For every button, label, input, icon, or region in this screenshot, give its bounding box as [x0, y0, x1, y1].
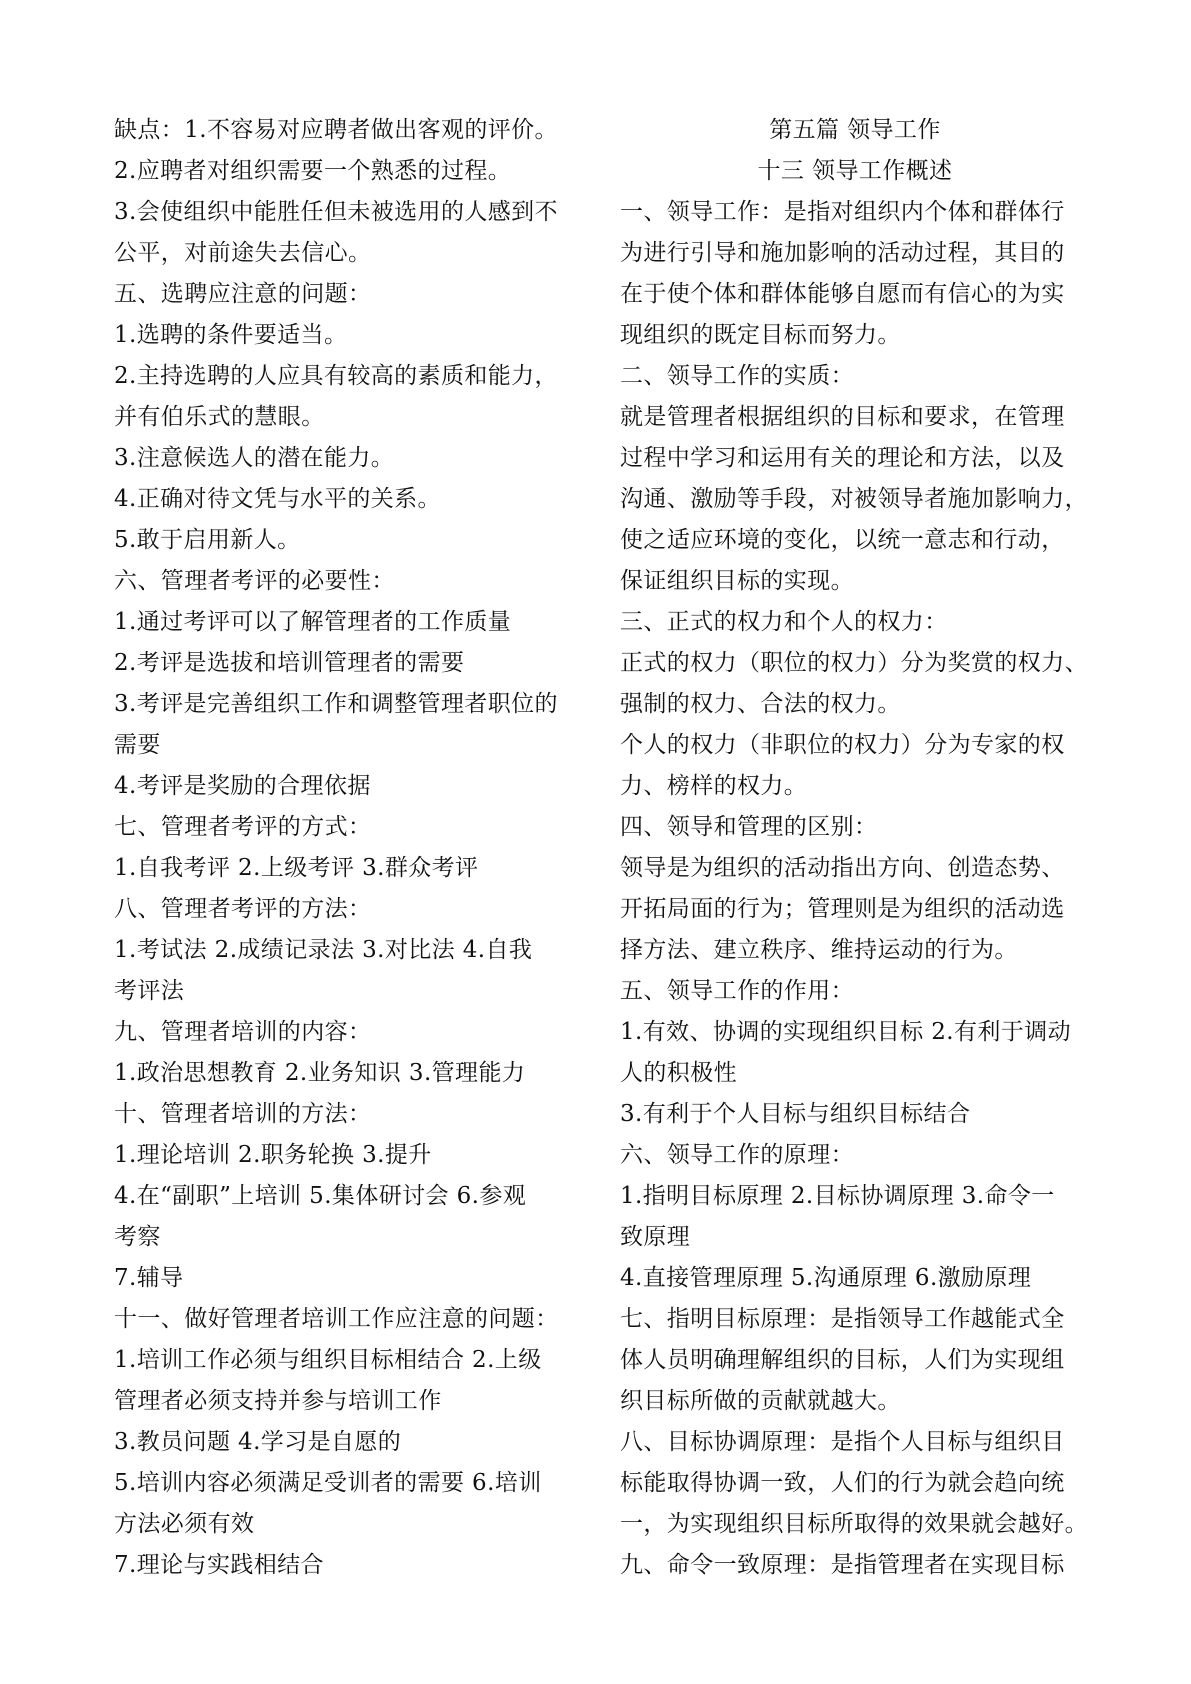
text-line: 1.理论培训 2.职务轮换 3.提升: [114, 1142, 432, 1168]
text-line: 体人员明确理解组织的目标，人们为实现组: [620, 1347, 1065, 1373]
text-line: 九、管理者培训的内容：: [114, 1019, 372, 1045]
text-line: 考察: [114, 1224, 161, 1250]
text-line: 强制的权力、合法的权力。: [620, 691, 901, 717]
text-line: 就是管理者根据组织的目标和要求，在管理: [620, 404, 1065, 430]
text-line: 并有伯乐式的慧眼。: [114, 404, 325, 430]
text-line: 1.培训工作必须与组织目标相结合 2.上级: [114, 1347, 542, 1373]
text-line: 正式的权力（职位的权力）分为奖赏的权力、: [620, 650, 1088, 676]
text-line: 八、管理者考评的方法：: [114, 896, 372, 922]
text-line: 六、领导工作的原理：: [620, 1142, 854, 1168]
text-line: 3.考评是完善组织工作和调整管理者职位的: [114, 691, 558, 717]
text-line: 1.指明目标原理 2.目标协调原理 3.命令一: [620, 1183, 1055, 1209]
text-line: 公平，对前途失去信心。: [114, 240, 372, 266]
text-line: 人的积极性: [620, 1060, 737, 1086]
text-line: 一、领导工作：是指对组织内个体和群体行: [620, 199, 1065, 225]
heading-line: 第五篇 领导工作: [769, 117, 941, 143]
text-line: 开拓局面的行为；管理则是为组织的活动选: [620, 896, 1065, 922]
text-line: 标能取得协调一致，人们的行为就会趋向统: [620, 1470, 1065, 1496]
text-line: 4.直接管理原理 5.沟通原理 6.激励原理: [620, 1265, 1032, 1291]
text-line: 致原理: [620, 1224, 691, 1250]
text-line: 五、领导工作的作用：: [620, 978, 854, 1004]
text-line: 沟通、激励等手段，对被领导者施加影响力，: [620, 486, 1088, 512]
text-line: 4.正确对待文凭与水平的关系。: [114, 486, 441, 512]
text-line: 方法必须有效: [114, 1511, 255, 1537]
text-line: 八、目标协调原理：是指个人目标与组织目: [620, 1429, 1065, 1455]
text-line: 十一、做好管理者培训工作应注意的问题：: [114, 1306, 559, 1332]
text-line: 1.通过考评可以了解管理者的工作质量: [114, 609, 512, 635]
text-line: 4.考评是奖励的合理依据: [114, 773, 371, 799]
left-column: [114, 110, 579, 1586]
text-line: 七、指明目标原理：是指领导工作越能式全: [620, 1306, 1065, 1332]
text-line: 七、管理者考评的方式：: [114, 814, 372, 840]
text-line: 为进行引导和施加影响的活动过程，其目的: [620, 240, 1065, 266]
text-line: 3.有利于个人目标与组织目标结合: [620, 1101, 971, 1127]
text-line: 管理者必须支持并参与培训工作: [114, 1388, 442, 1414]
text-line: 3.会使组织中能胜任但未被选用的人感到不: [114, 199, 558, 225]
text-line: 使之适应环境的变化，以统一意志和行动，: [620, 527, 1065, 553]
text-line: 织目标所做的贡献就越大。: [620, 1388, 901, 1414]
text-line: 5.敢于启用新人。: [114, 527, 301, 553]
text-line: 7.辅导: [114, 1265, 184, 1291]
text-line: 四、领导和管理的区别：: [620, 814, 878, 840]
text-line: 择方法、建立秩序、维持运动的行为。: [620, 937, 1018, 963]
text-line: 保证组织目标的实现。: [620, 568, 854, 594]
text-line: 缺点：1.不容易对应聘者做出客观的评价。: [114, 117, 558, 143]
text-line: 2.主持选聘的人应具有较高的素质和能力，: [114, 363, 558, 389]
text-line: 5.培训内容必须满足受训者的需要 6.培训: [114, 1470, 542, 1496]
text-line: 三、正式的权力和个人的权力：: [620, 609, 948, 635]
text-line: 7.理论与实践相结合: [114, 1552, 324, 1578]
text-line: 考评法: [114, 978, 185, 1004]
right-column: [620, 110, 1090, 1586]
text-line: 3.注意候选人的潜在能力。: [114, 445, 395, 471]
heading-line: 十三 领导工作概述: [757, 158, 953, 184]
text-line: 十、管理者培训的方法：: [114, 1101, 372, 1127]
text-line: 个人的权力（非职位的权力）分为专家的权: [620, 732, 1065, 758]
text-line: 1.考试法 2.成绩记录法 3.对比法 4.自我: [114, 937, 533, 963]
text-line: 需要: [114, 732, 161, 758]
text-line: 4.在“副职”上培训 5.集体研讨会 6.参观: [114, 1183, 527, 1209]
text-line: 领导是为组织的活动指出方向、创造态势、: [620, 855, 1065, 881]
text-line: 过程中学习和运用有关的理论和方法，以及: [620, 445, 1065, 471]
text-line: 2.应聘者对组织需要一个熟悉的过程。: [114, 158, 512, 184]
text-line: 九、命令一致原理：是指管理者在实现目标: [620, 1552, 1065, 1578]
text-line: 2.考评是选拔和培训管理者的需要: [114, 650, 465, 676]
text-line: 五、选聘应注意的问题：: [114, 281, 372, 307]
text-line: 1.选聘的条件要适当。: [114, 322, 348, 348]
text-line: 1.自我考评 2.上级考评 3.群众考评: [114, 855, 479, 881]
text-line: 二、领导工作的实质：: [620, 363, 854, 389]
text-line: 六、管理者考评的必要性：: [114, 568, 395, 594]
text-line: 1.有效、协调的实现组织目标 2.有利于调动: [620, 1019, 1071, 1045]
text-line: 3.教员问题 4.学习是自愿的: [114, 1429, 402, 1455]
text-line: 力、榜样的权力。: [620, 773, 808, 799]
text-line: 一，为实现组织目标所取得的效果就会越好。: [620, 1511, 1088, 1537]
text-line: 现组织的既定目标而努力。: [620, 322, 901, 348]
text-line: 在于使个体和群体能够自愿而有信心的为实: [620, 281, 1065, 307]
text-line: 1.政治思想教育 2.业务知识 3.管理能力: [114, 1060, 526, 1086]
